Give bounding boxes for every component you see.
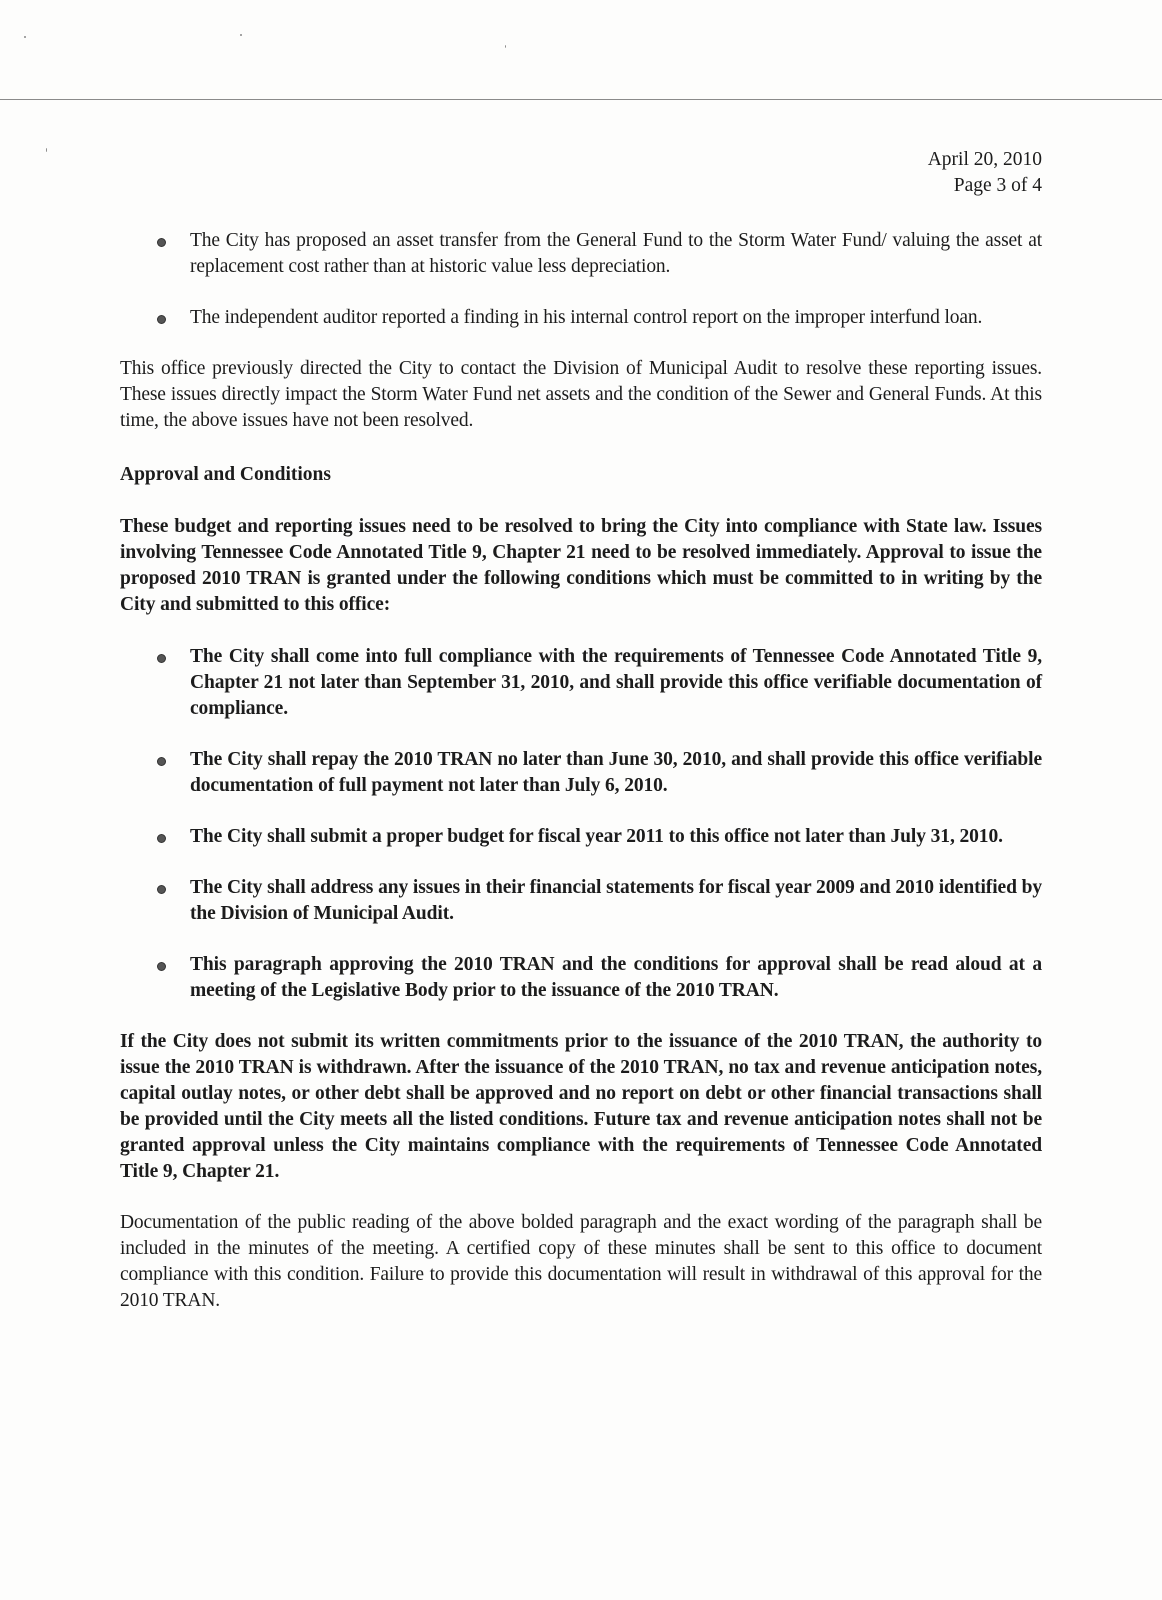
issue-item <box>120 305 1042 331</box>
condition-item <box>120 747 1042 799</box>
condition-text: The City shall repay the 2010 TRAN no later than June 30, 2010, and shall provide this office verifiable documentation of full payment not later than July 6, 2010. <box>190 749 1042 796</box>
withdrawal-paragraph: If the City does not submit its written commitments prior to the issuance of the 2010 TRAN, the authority to issue the 2010 TRAN is withdrawn. After the issuance of the 2010 TRAN, no tax and revenue anticipation notes, capital outlay notes, or other debt shall be approved and no report on debt or other financial transactions shall be provided until the City meets all the listed conditions. Future tax and revenue anticipation notes shall not be granted approval unless the City maintains compliance with the requirements of Tennessee Code Annotated Title 9, Chapter 21. <box>120 1031 1042 1182</box>
bullet-icon <box>157 757 166 766</box>
scan-speck <box>240 34 242 36</box>
issue-item <box>120 228 1042 280</box>
condition-item <box>120 952 1042 1004</box>
page-header <box>928 147 1042 199</box>
letter-date: April 20, 2010 <box>927 149 1042 170</box>
condition-item <box>120 824 1042 850</box>
horizontal-rule <box>0 99 1162 100</box>
section-heading: Approval and Conditions <box>120 464 331 485</box>
bullet-icon <box>157 315 166 324</box>
condition-item <box>120 875 1042 927</box>
bullet-icon <box>157 654 166 663</box>
condition-text: The City shall submit a proper budget for fiscal year 2011 to this office not later than July 31, 2010. <box>190 826 1003 847</box>
issues-list <box>120 228 1042 331</box>
approval-paragraph: These budget and reporting issues need to be resolved to bring the City into compliance with State law. Issues involving Tennessee Code Annotated Title 9, Chapter 21 need to be resolved immediately. Approval to issue the proposed 2010 TRAN is granted under the following conditions which must be committed to in writing by the City and submitted to this office: <box>120 516 1042 615</box>
condition-item <box>120 644 1042 722</box>
page-number: Page 3 of 4 <box>953 175 1042 196</box>
bullet-icon <box>157 238 166 247</box>
scan-speck <box>24 36 26 38</box>
condition-text: The City shall come into full compliance with the requirements of Tennessee Code Annotated Title 9, Chapter 21 not later than September 31, 2010, and shall provide this office verifiable documentation of compliance. <box>190 646 1042 719</box>
scan-speck <box>46 148 47 152</box>
intro-paragraph: This office previously directed the City to contact the Division of Municipal Audit to resolve these reporting issues. These issues directly impact the Storm Water Fund net assets and the condition of the Sewer and General Funds. At this time, the above issues have not been resolved. <box>120 358 1042 431</box>
bullet-icon <box>157 834 166 843</box>
issue-text: The City has proposed an asset transfer from the General Fund to the Storm Water Fund/ valuing the asset at replacement cost rather than at historic value less depreciation. <box>190 230 1042 277</box>
condition-text: The City shall address any issues in their financial statements for fiscal year 2009 and 2010 identified by the Division of Municipal Audit. <box>190 877 1042 924</box>
scan-speck <box>505 45 506 48</box>
bullet-icon <box>157 885 166 894</box>
letter-body <box>120 228 1042 1314</box>
conditions-list <box>120 644 1042 1004</box>
issue-text: The independent auditor reported a finding in his internal control report on the improper interfund loan. <box>190 307 983 328</box>
condition-text: This paragraph approving the 2010 TRAN and the conditions for approval shall be read aloud at a meeting of the Legislative Body prior to the issuance of the 2010 TRAN. <box>190 954 1042 1001</box>
documentation-paragraph: Documentation of the public reading of the above bolded paragraph and the exact wording of the paragraph shall be included in the minutes of the meeting. A certified copy of these minutes shall be sent to this office to document compliance with this condition. Failure to provide this documentation will result in withdrawal of this approval for the 2010 TRAN. <box>120 1212 1042 1311</box>
bullet-icon <box>157 962 166 971</box>
